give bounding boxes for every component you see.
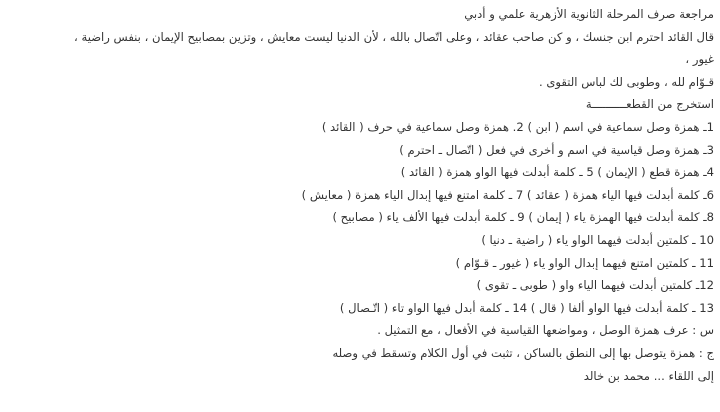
document-title: مراجعة صرف المرحلة الثانوية الأزهرية علمي و أدبي <box>464 7 714 21</box>
list-item: 12ـ كلمتين أبدلت فيهما الياء واو ( طوبى ـ تقوى ) <box>476 278 714 293</box>
list-item: 6ـ كلمة أبدلت فيها الياء همزة ( عقائد ) 7 ـ كلمة امتنع فيها إبدال الياء همزة ( معايش ) <box>301 187 714 202</box>
list-item: 8ـ كلمة أبدلت فيها الهمزة ياء ( إيمان ) 9 ـ كلمة أبدلت فيها الألف ياء ( مصابيح ) <box>332 210 714 225</box>
list-item: 1ـ همزة وصل سماعية في اسم ( ابن ) 2. همزة وصل سماعية في حرف ( القائد ) <box>321 119 714 134</box>
list-item: 11 ـ كلمتين امتنع فيهما إبدال الواو ياء ( غيور ـ قـوّام ) <box>455 255 714 270</box>
passage-line-3: قـوّام لله ، وطوبى لك لباس التقوى . <box>538 74 714 89</box>
instruction: استخرج من القطعــــــــــة <box>585 97 714 112</box>
list-item: 13 ـ كلمة أبدلت فيها الواو ألفا ( قال ) 14 ـ كلمة أبدل فيها الواو تاء ( اتّـصال ) <box>339 300 714 315</box>
list-item: 3ـ همزة وصل قياسية في اسم و أخرى في فعل ( اتّصال ـ احترم ) <box>399 142 714 157</box>
passage-line-1: قال القائد احترم ابن جنسك ، و كن صاحب عقائد ، وعلى اتّصال بالله ، لأن الدنيا ليست معايش ، وتزين بمصابيح الإيمان ، بنفس راضية ، <box>74 29 714 44</box>
passage-line-2: غيور ، <box>685 52 714 67</box>
list-item: 10 ـ كلمتين أبدلت فيهما الواو ياء ( راضية ـ دنيا ) <box>481 232 714 247</box>
list-item: 4ـ همزة قطع ( الإيمان ) 5 ـ كلمة أبدلت فيها الواو همزة ( القائد ) <box>400 165 714 180</box>
question: س : عرف همزة الوصل ، ومواضعها القياسية في الأفعال ، مع التمثيل . <box>377 323 714 338</box>
signature: إلى اللقاء ... محمد بن خالد <box>583 368 714 383</box>
answer: ج : همزة يتوصل بها إلى النطق بالساكن ، تثبت في أول الكلام وتسقط في وصله <box>332 345 714 360</box>
